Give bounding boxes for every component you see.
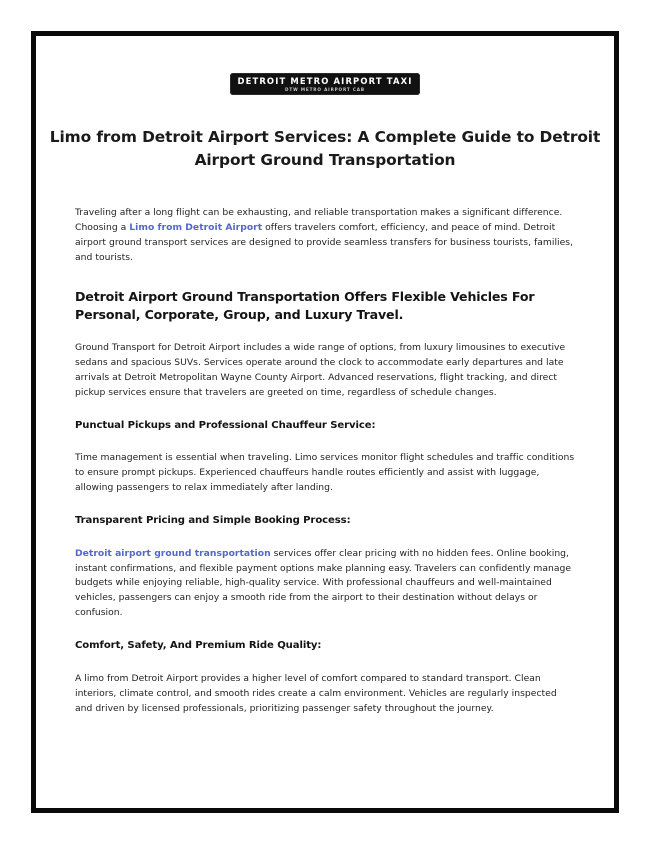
intro-text-before-link: Traveling after a long flight can be exhausting, and reliable transportation makes a significant difference. Choosing a <box>75 207 563 234</box>
section-heading-transparent-pricing: Transparent Pricing and Simple Booking Process: <box>75 514 351 526</box>
section-body-transparent-pricing <box>75 547 575 622</box>
section-heading-flexible-vehicles: Detroit Airport Ground Transportation Offers Flexible Vehicles For Personal, Corporate, Group, and Luxury Travel. <box>75 288 535 323</box>
section-body-flexible-vehicles: Ground Transport for Detroit Airport includes a wide range of options, from luxury limousines to executive sedans and spacious SUVs. Services operate around the clock to accommodate early departures and late arrivals at Detroit Metropolitan Wayne County Airport. Advanced reservations, flight tracking, and direct pickup services ensure that travelers are greeted on time, regardless of schedule changes. <box>75 342 566 398</box>
logo-primary-text: DETROIT METRO AIRPORT TAXI <box>237 76 413 86</box>
intro-paragraph <box>75 206 575 266</box>
section-body-comfort-safety: A limo from Detroit Airport provides a higher level of comfort compared to standard transport. Clean interiors, climate control, and smooth rides create a calm environment. Vehicles are regularly inspected and driven by licensed professionals, prioritizing passenger safety throughout the journey. <box>75 672 557 714</box>
section-heading-punctual-pickups: Punctual Pickups and Professional Chauffeur Service: <box>75 419 376 431</box>
document-page <box>31 31 619 813</box>
intro-text-after-link: offers travelers comfort, efficiency, and peace of mind. Detroit airport ground transport services are designed to provide seamless transfers for business tourists, families, and tourists. <box>75 222 574 263</box>
page-title: Limo from Detroit Airport Services: A Complete Guide to Detroit Airport Ground Transportation <box>49 127 601 170</box>
transparent-pricing-text: services offer clear pricing with no hidden fees. Online booking, instant confirmations, and flexible payment options make planning easy. Travelers can confidently manage budgets while enjoying reliable, high-quality service. With professional chauffeurs and well-maintained vehicles, passengers can enjoy a smooth ride from the airport to their destination without delays or confusion. <box>75 547 572 619</box>
section-heading-comfort-safety: Comfort, Safety, And Premium Ride Quality: <box>75 640 322 652</box>
detroit-airport-ground-transportation-link[interactable]: Detroit airport ground transportation <box>75 547 271 559</box>
section-body-punctual-pickups: Time management is essential when traveling. Limo services monitor flight schedules and traffic conditions to ensure prompt pickups. Experienced chauffeurs handle routes efficiently and assist with luggage, allowing passengers to relax immediately after landing. <box>75 452 575 494</box>
logo-header <box>36 73 614 96</box>
logo-secondary-text: DTW METRO AIRPORT CAB <box>285 86 365 92</box>
detroit-metro-airport-taxi-logo <box>230 73 421 95</box>
document-body <box>75 172 575 716</box>
page-content-area <box>36 36 614 808</box>
limo-from-detroit-airport-link[interactable]: Limo from Detroit Airport <box>129 222 263 234</box>
